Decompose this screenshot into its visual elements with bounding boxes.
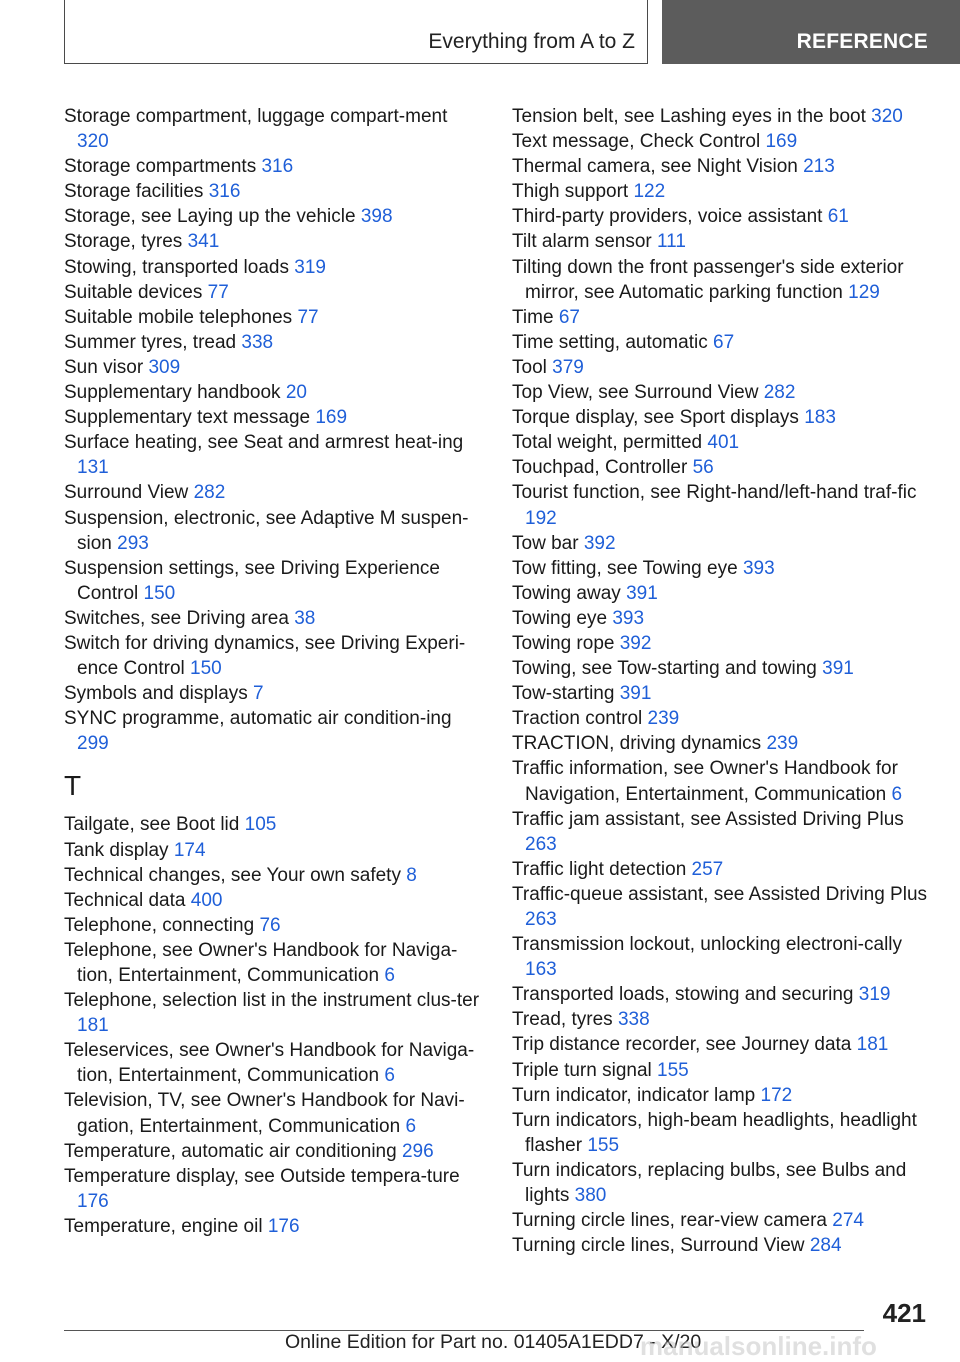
index-entry-page-link[interactable]: 296: [401, 1140, 434, 1162]
index-entry: [512, 681, 932, 706]
index-entry-text: Tilt alarm sensor: [512, 231, 652, 253]
index-entry-text: Storage, see Laying up the vehicle: [64, 206, 356, 228]
index-entry-page-link[interactable]: 379: [552, 356, 584, 378]
index-entry: [512, 330, 932, 355]
index-entry-page-link[interactable]: 176: [267, 1215, 300, 1237]
index-entry-text: Tailgate, see Boot lid: [64, 814, 240, 836]
index-entry-text: Thermal camera, see Night Vision: [512, 156, 798, 178]
index-entry-text: Television, TV, see Owner's Handbook for Navi-gation, Entertainment, Communication: [64, 1090, 465, 1137]
index-entry: [64, 706, 484, 756]
index-entry-page-link[interactable]: 316: [261, 156, 294, 178]
index-entry-text: Transmission lockout, unlocking electroni-cally: [512, 934, 903, 956]
index-entry-text: Switches, see Driving area: [64, 607, 289, 629]
index-entry-text: Text message, Check Control: [512, 131, 761, 153]
index-column-right: [512, 104, 932, 1258]
index-entry: [64, 229, 484, 254]
index-entry-page-link[interactable]: 8: [406, 864, 417, 886]
footer-edition: Online Edition for Part no. 01405A1EDD7 - X/20: [285, 1331, 702, 1353]
index-entry-page-link[interactable]: 284: [809, 1235, 842, 1257]
index-entry: [64, 430, 484, 480]
index-entry: [512, 104, 932, 129]
index-entry: [512, 1032, 932, 1057]
index-entry-page-link[interactable]: 293: [117, 532, 149, 554]
index-entry-text: Tread, tyres: [512, 1009, 613, 1031]
index-entry: [64, 280, 484, 305]
index-entry-text: Telephone, selection list in the instrument clus-ter: [64, 990, 480, 1012]
index-entry: [512, 355, 932, 380]
index-entry: [64, 104, 484, 154]
index-entry: [64, 355, 484, 380]
index-entry-text: Temperature, automatic air conditioning: [64, 1140, 397, 1162]
index-entry: [512, 1208, 932, 1233]
index-entry-text: Traffic jam assistant, see Assisted Driving Plus: [512, 808, 904, 830]
index-entry: [512, 531, 932, 556]
index-entry-page-link[interactable]: 391: [626, 582, 658, 604]
index-entry-page-link[interactable]: 319: [294, 256, 326, 278]
index-entry-text: Total weight, permitted: [512, 432, 703, 454]
index-entry-page-link[interactable]: 150: [190, 658, 222, 680]
section-title: Everything from A to Z: [428, 30, 635, 53]
index-entry-page-link[interactable]: 282: [193, 482, 226, 504]
index-entry-page-link[interactable]: 380: [574, 1185, 607, 1207]
index-entry: [512, 1233, 932, 1258]
index-entry-page-link[interactable]: 183: [804, 407, 836, 429]
index-entry: [512, 606, 932, 631]
index-entry-text: Towing eye: [512, 607, 608, 629]
chapter-tab: [662, 0, 960, 64]
index-entry-page-link[interactable]: 239: [647, 708, 680, 730]
index-entry-page-link[interactable]: 401: [707, 432, 740, 454]
index-entry: [512, 480, 932, 530]
index-entry-page-link[interactable]: 174: [173, 839, 206, 861]
index-entry-text: Turn indicators, replacing bulbs, see Bulbs and lights: [512, 1159, 907, 1207]
index-entry: [64, 556, 484, 606]
index-entry-text: Third-party providers, voice assistant: [512, 206, 823, 228]
index-entry-text: Tension belt, see Lashing eyes in the boot: [512, 106, 866, 127]
index-group-t: [64, 812, 484, 1239]
index-entry: [512, 982, 932, 1007]
index-entry-text: Trip distance recorder, see Journey data: [512, 1034, 852, 1056]
index-entry-text: Traffic light detection: [512, 858, 687, 880]
index-entry: [64, 1038, 484, 1088]
index-entry-page-link[interactable]: 76: [259, 914, 281, 936]
index-entry-text: Tourist function, see Right-hand/left-hand traf-fic: [512, 482, 917, 504]
index-entry-page-link[interactable]: 239: [766, 733, 799, 755]
index-entry: [64, 1139, 484, 1164]
index-entry-text: Tow bar: [512, 532, 579, 554]
index-entry-text: Touchpad, Controller: [512, 457, 688, 479]
index-entry: [64, 681, 484, 706]
index-entry-page-link[interactable]: 400: [190, 889, 223, 911]
index-entry: [64, 812, 484, 837]
index-entry-page-link[interactable]: 338: [241, 331, 274, 353]
index-entry: [512, 731, 932, 756]
index-entry: [64, 330, 484, 355]
index-entry-page-link[interactable]: 77: [297, 306, 319, 328]
index-entry-text: Stowing, transported loads: [64, 256, 289, 278]
index-entry-page-link[interactable]: 338: [617, 1009, 650, 1031]
index-entry-text: Surround View: [64, 482, 189, 504]
index-entry-text: Suspension, electronic, see Adaptive M suspen-sion: [64, 507, 469, 554]
index-entry-page-link[interactable]: 6: [384, 1065, 395, 1087]
index-entry: [512, 706, 932, 731]
index-entry: [64, 1088, 484, 1138]
index-entry-text: Supplementary text message: [64, 407, 311, 429]
index-entry-text: Thigh support: [512, 181, 629, 203]
index-entry-page-link[interactable]: 169: [765, 131, 798, 153]
index-entry-text: Symbols and displays: [64, 683, 248, 705]
index-entry: [512, 857, 932, 882]
index-entry: [512, 204, 932, 229]
index-entry-text: Storage facilities: [64, 181, 204, 203]
index-entry-text: Turn indicator, indicator lamp: [512, 1084, 756, 1106]
index-letter-heading: T: [64, 770, 82, 802]
index-entry: [512, 656, 932, 681]
index-entry-text: Traffic-queue assistant, see Assisted Driving Plus: [512, 883, 928, 905]
index-entry-page-link[interactable]: 77: [207, 281, 229, 303]
index-entry-page-link[interactable]: 20: [285, 382, 307, 404]
index-entry-text: Telephone, connecting: [64, 914, 255, 936]
index-entry-text: Tow-starting: [512, 683, 615, 705]
index-entry-text: Technical data: [64, 889, 186, 911]
page-number: 421: [882, 1298, 926, 1328]
index-entry-text: Tilting down the front passenger's side exterior mirror, see Automatic parking function: [512, 256, 904, 303]
index-entry-page-link[interactable]: 282: [763, 382, 796, 404]
index-entry-page-link[interactable]: 393: [612, 607, 645, 629]
page-header: [0, 0, 960, 66]
index-entry: [64, 863, 484, 888]
index-entry: [64, 888, 484, 913]
index-entry-text: Sun visor: [64, 356, 144, 378]
index-entry: [64, 305, 484, 330]
index-entry-text: Towing rope: [512, 632, 615, 654]
index-entry: [512, 1108, 932, 1158]
index-entry-page-link[interactable]: 131: [77, 457, 109, 479]
index-entry-page-link[interactable]: 105: [244, 814, 277, 836]
index-entry-text: Traffic information, see Owner's Handbook for Navigation, Entertainment, Communication: [512, 758, 898, 805]
index-entry-text: Technical changes, see Your own safety: [64, 864, 401, 886]
index-entry-page-link[interactable]: 155: [587, 1134, 620, 1156]
index-entry-text: TRACTION, driving dynamics: [512, 733, 762, 755]
index-entry: [64, 913, 484, 938]
index-entry: [512, 255, 932, 305]
index-entry-page-link[interactable]: 392: [583, 532, 616, 554]
index-entry-page-link[interactable]: 7: [253, 683, 264, 705]
index-entry-page-link[interactable]: 163: [525, 959, 557, 981]
index-entry: [512, 1158, 932, 1208]
index-entry-text: Tool: [512, 356, 547, 378]
index-entry: [64, 480, 484, 505]
index-entry-page-link[interactable]: 122: [633, 181, 666, 203]
index-entry-page-link[interactable]: 6: [405, 1115, 417, 1137]
index-entry: [512, 1083, 932, 1108]
index-entry-text: Temperature, engine oil: [64, 1215, 263, 1237]
index-entry-page-link[interactable]: 38: [294, 607, 316, 629]
index-entry-page-link[interactable]: 341: [187, 231, 220, 253]
index-entry-text: Tank display: [64, 839, 169, 861]
index-entry: [64, 1164, 484, 1214]
index-entry-page-link[interactable]: 274: [832, 1210, 864, 1232]
index-entry: [512, 1007, 932, 1032]
index-entry: [512, 405, 932, 430]
index-entry: [64, 838, 484, 863]
index-entry: [512, 756, 932, 806]
index-entry: [512, 932, 932, 982]
index-entry-text: Towing away: [512, 582, 621, 604]
index-entry-text: Turning circle lines, Surround View: [512, 1235, 805, 1257]
index-entry: [512, 556, 932, 581]
index-entry-page-link[interactable]: 393: [742, 557, 775, 579]
index-entry: [64, 631, 484, 681]
index-entry-page-link[interactable]: 213: [803, 156, 835, 178]
index-entry-page-link[interactable]: 150: [143, 582, 176, 604]
index-entry-page-link[interactable]: 129: [848, 281, 880, 303]
index-group-s: [64, 104, 484, 756]
index-entry: [512, 305, 932, 330]
index-entry-text: Surface heating, see Seat and armrest heat-ing: [64, 432, 464, 454]
index-entry-page-link[interactable]: 320: [871, 106, 903, 127]
index-entry-page-link[interactable]: 392: [619, 632, 652, 654]
index-entry-text: Towing, see Tow-starting and towing: [512, 658, 817, 680]
index-entry-text: SYNC programme, automatic air condition-ing: [64, 708, 452, 730]
index-entry-page-link[interactable]: 6: [891, 783, 903, 805]
index-entry-text: Tow fitting, see Towing eye: [512, 557, 738, 579]
index-entry-page-link[interactable]: 263: [525, 909, 557, 930]
section-title-box: [64, 0, 648, 64]
index-entry: [512, 229, 932, 254]
index-entry-page-link[interactable]: 67: [713, 331, 735, 353]
index-entry: [512, 380, 932, 405]
index-entry-text: Supplementary handbook: [64, 382, 281, 404]
index-entry: [64, 606, 484, 631]
index-entry-text: Traction control: [512, 708, 643, 730]
index-entry-text: Switch for driving dynamics, see Driving Experi-ence Control: [64, 632, 466, 680]
index-column-left: [64, 104, 484, 1239]
index-entry: [64, 1214, 484, 1239]
index-entry-page-link[interactable]: 181: [77, 1015, 109, 1037]
index-entry-text: Teleservices, see Owner's Handbook for Naviga-tion, Entertainment, Communication: [64, 1040, 475, 1087]
index-entry-text: Storage compartments: [64, 156, 257, 178]
index-entry-page-link[interactable]: 192: [525, 507, 557, 529]
index-entry: [512, 179, 932, 204]
index-entry: [512, 154, 932, 179]
index-entry-page-link[interactable]: 398: [360, 206, 393, 228]
index-entry: [64, 506, 484, 556]
index-entry-page-link[interactable]: 6: [384, 965, 395, 986]
index-entry-text: Turn indicators, high-beam headlights, headlight flasher: [512, 1109, 917, 1156]
index-entry-text: Suspension settings, see Driving Experience Control: [64, 557, 440, 604]
index-entry: [512, 807, 932, 857]
index-entry: [64, 988, 484, 1038]
index-entry: [64, 255, 484, 280]
index-entry-page-link[interactable]: 309: [148, 356, 181, 378]
index-entry-page-link[interactable]: 319: [858, 984, 891, 1006]
index-entry: [512, 430, 932, 455]
index-entry-text: Torque display, see Sport displays: [512, 407, 799, 429]
index-entry: [512, 882, 932, 932]
index-entry: [64, 380, 484, 405]
index-entry: [64, 938, 484, 988]
index-entry: [64, 204, 484, 229]
index-entry-page-link[interactable]: 61: [827, 206, 849, 228]
index-entry: [64, 179, 484, 204]
index-entry: [64, 154, 484, 179]
index-entry: [512, 455, 932, 480]
index-entry-text: Transported loads, stowing and securing: [512, 984, 854, 1006]
index-entry: [512, 581, 932, 606]
index-entry-page-link[interactable]: 172: [760, 1084, 793, 1106]
chapter-title: REFERENCE: [796, 30, 928, 53]
index-entry-page-link[interactable]: 181: [856, 1034, 889, 1056]
index-entry: [512, 1058, 932, 1083]
index-entry-text: Suitable devices: [64, 281, 203, 303]
index-entry-page-link[interactable]: 257: [691, 858, 724, 880]
index-entry-page-link[interactable]: 169: [315, 407, 348, 429]
index-entry-text: Time: [512, 306, 554, 328]
index-entry-page-link[interactable]: 111: [657, 231, 686, 253]
index-entry-page-link[interactable]: 316: [208, 181, 241, 203]
index-entry-text: Turning circle lines, rear-view camera: [512, 1210, 828, 1232]
index-entry-text: Telephone, see Owner's Handbook for Naviga-tion, Entertainment, Communication: [64, 939, 458, 986]
index-entry-text: Temperature display, see Outside tempera-ture: [64, 1165, 460, 1187]
index-entry-text: Top View, see Surround View: [512, 382, 759, 404]
index-entry-page-link[interactable]: 391: [822, 658, 854, 680]
index-entry-text: Summer tyres, tread: [64, 331, 237, 353]
index-entry: [512, 631, 932, 656]
watermark-logo: manualsonline.info: [640, 1331, 877, 1361]
index-entry-page-link[interactable]: 155: [657, 1059, 689, 1081]
index-entry-page-link[interactable]: 176: [77, 1190, 109, 1212]
index-group-t-continued: [512, 104, 932, 1258]
index-entry-text: Storage compartment, luggage compart-ment: [64, 106, 448, 127]
index-entry-page-link[interactable]: 391: [619, 683, 652, 705]
index-entry-text: Storage, tyres: [64, 231, 183, 253]
index-entry-page-link[interactable]: 320: [77, 131, 109, 153]
index-entry-text: Suitable mobile telephones: [64, 306, 293, 328]
index-entry-page-link[interactable]: 67: [558, 306, 580, 328]
index-entry: [512, 129, 932, 154]
index-entry-text: Triple turn signal: [512, 1059, 652, 1081]
index-entry-page-link[interactable]: 263: [525, 833, 557, 855]
index-entry-page-link[interactable]: 299: [77, 733, 109, 755]
index-entry-page-link[interactable]: 56: [692, 457, 714, 479]
index-entry: [64, 405, 484, 430]
index-entry-text: Time setting, automatic: [512, 331, 708, 353]
